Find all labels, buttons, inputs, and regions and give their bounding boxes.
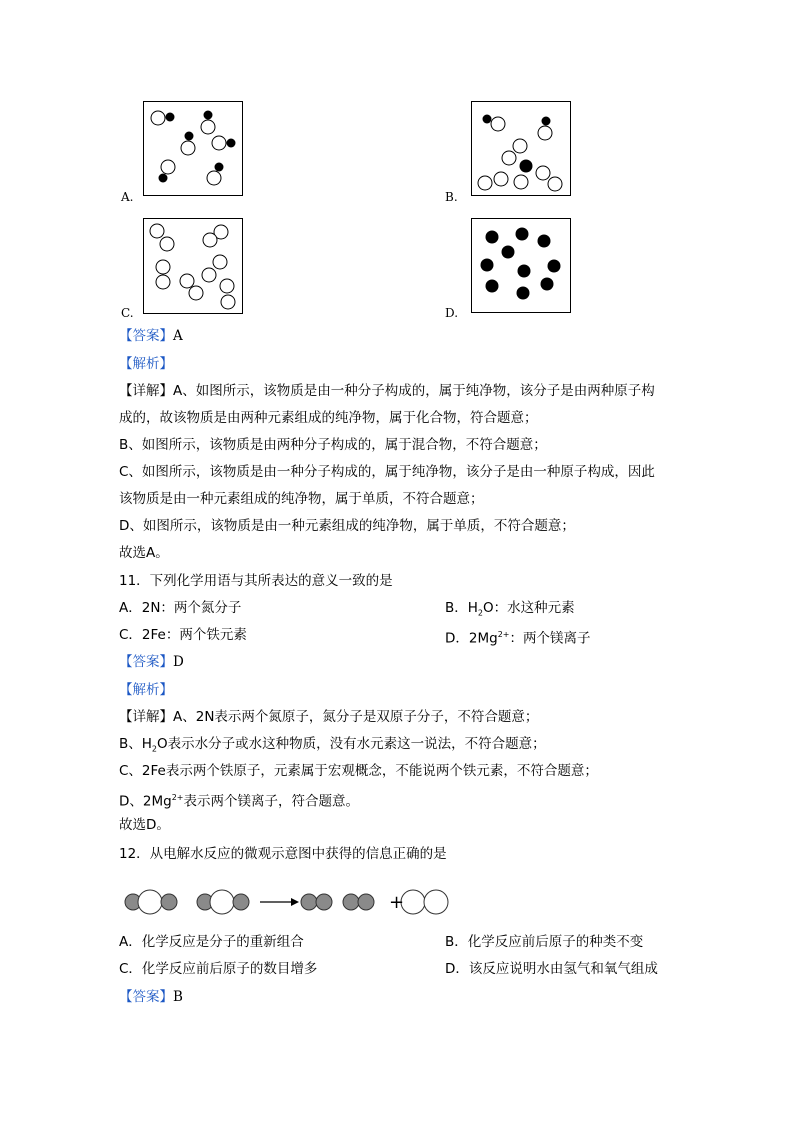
- q12-option-a: A．化学反应是分子的重新组合: [119, 934, 304, 950]
- diagram-box-c: [143, 218, 243, 314]
- q11-detail-line-c: C、2Fe表示两个铁原子，元素属于宏观概念，不能说两个铁元素，不符合题意；: [119, 763, 598, 779]
- molecule-diagram-c: [144, 219, 242, 313]
- molecule-diagram-d: [472, 219, 570, 312]
- q11-stem: 11．下列化学用语与其所表达的意义一致的是: [119, 573, 393, 589]
- hydrogen-atom: [316, 894, 332, 910]
- q11-option-d: [445, 625, 591, 649]
- option-c-label: C.: [121, 306, 134, 320]
- text: B、H: [119, 736, 152, 752]
- q11-analysis-tag: 【解析】: [119, 682, 173, 698]
- answer-tag: 【答案】: [119, 654, 173, 670]
- superscript: 2+: [171, 793, 184, 802]
- subscript: 2: [477, 608, 484, 618]
- q10-detail-line-5: 该物质是由一种元素组成的纯净物，属于单质，不符合题意；: [119, 491, 484, 507]
- diagram-box-a: [143, 101, 243, 196]
- text: B．H: [445, 600, 478, 616]
- option-b-label: B.: [445, 190, 458, 204]
- answer-tag: 【答案】: [119, 989, 173, 1005]
- hydrogen-atom: [358, 894, 374, 910]
- q10-detail-line-2: 成的，故该物质是由两种元素组成的纯净物，属于化合物，符合题意；: [119, 410, 538, 426]
- detail-tag: 【详解】: [119, 709, 173, 725]
- q10-analysis-tag: 【解析】: [119, 356, 173, 372]
- oxygen-atom: [424, 890, 448, 914]
- molecule-diagram-b: [472, 102, 570, 195]
- q11-detail-line-b: [119, 734, 546, 760]
- diagram-box-b: [471, 101, 571, 196]
- q10-answer-line: [119, 326, 183, 346]
- q11-option-b: [445, 598, 575, 624]
- q12-answer-line: [119, 987, 183, 1007]
- diagram-box-d: [471, 218, 571, 313]
- oxygen-atom: [138, 890, 162, 914]
- q10-conclusion: 故选A。: [119, 545, 169, 561]
- detail-text: A、如图所示，该物质是由一种分子构成的，属于纯净物，该分子是由两种原子构: [173, 383, 655, 399]
- electrolysis-diagram: [119, 884, 459, 920]
- detail-text: A、2N表示两个氮原子，氮分子是双原子分子，不符合题意；: [173, 709, 539, 725]
- text: ：两个镁离子: [509, 630, 591, 647]
- oxygen-atom: [210, 890, 234, 914]
- q12-option-c: C．化学反应前后原子的数目增多: [119, 961, 318, 977]
- hydrogen-atom: [161, 894, 177, 910]
- answer-value: B: [173, 989, 183, 1005]
- plus-sign: +: [389, 892, 405, 913]
- q10-detail-line-1: [119, 381, 655, 401]
- q11-conclusion: 故选D。: [119, 817, 170, 833]
- q11-option-c: C．2Fe：两个铁元素: [119, 627, 247, 643]
- molecule-diagram-a: [144, 102, 242, 195]
- text: D、2Mg: [119, 793, 172, 810]
- text: D．2Mg: [445, 630, 498, 647]
- answer-value: A: [173, 328, 183, 344]
- q12-option-d: D．该反应说明水由氢气和氧气组成: [445, 961, 658, 977]
- detail-tag: 【详解】: [119, 383, 173, 399]
- option-a-label: A.: [121, 190, 134, 204]
- superscript: 2+: [497, 630, 510, 639]
- option-d-label: D.: [445, 306, 459, 320]
- q10-detail-line-6: D、如图所示，该物质是由一种元素组成的纯净物，属于单质，不符合题意；: [119, 518, 575, 534]
- q10-detail-line-4: C、如图所示，该物质是由一种分子构成的，属于纯净物，该分子是由一种原子构成，因此: [119, 464, 655, 480]
- oxygen-atom: [401, 890, 425, 914]
- hydrogen-atom: [233, 894, 249, 910]
- arrow-head: [291, 898, 299, 906]
- q11-option-a: A．2N：两个氮分子: [119, 600, 242, 616]
- hydrogen-atom: [343, 894, 359, 910]
- q11-answer-line: [119, 652, 184, 672]
- text: 表示两个镁离子，符合题意。: [183, 793, 359, 810]
- text: O表示水分子或水这种物质，没有水元素这一说法，不符合题意；: [157, 736, 546, 752]
- answer-tag: 【答案】: [119, 328, 173, 344]
- hydrogen-atom: [301, 894, 317, 910]
- q12-option-b: B．化学反应前后原子的种类不变: [445, 934, 644, 950]
- q11-detail-line-a: [119, 707, 538, 727]
- q10-detail-line-3: B、如图所示，该物质是由两种分子构成的，属于混合物，不符合题意；: [119, 437, 547, 453]
- subscript: 2: [151, 744, 158, 754]
- q11-detail-line-d: [119, 788, 359, 812]
- text: O：水这种元素: [483, 600, 575, 616]
- q12-stem: 12．从电解水反应的微观示意图中获得的信息正确的是: [119, 846, 447, 862]
- answer-value: D: [173, 654, 184, 670]
